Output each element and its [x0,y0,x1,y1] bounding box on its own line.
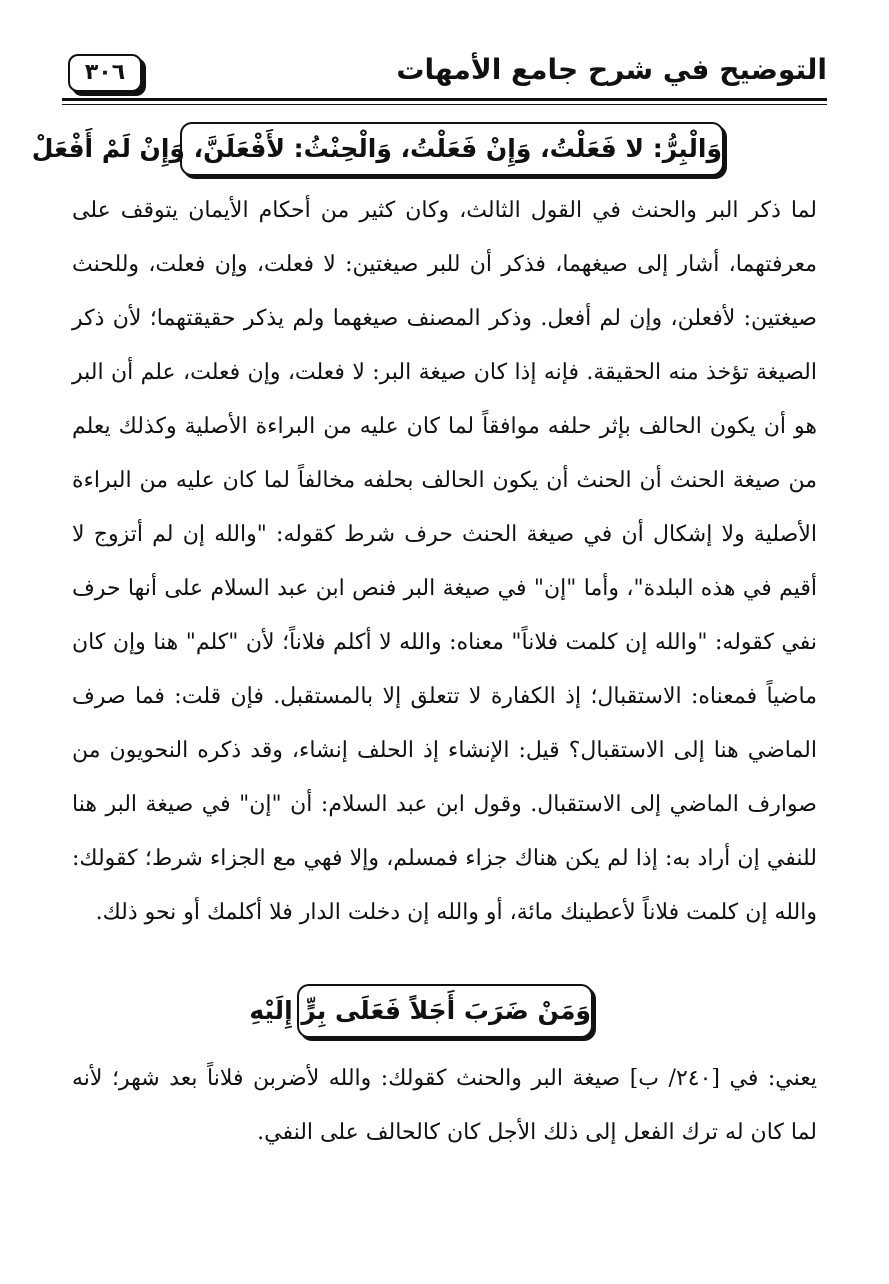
paragraph-text: لما ذكر البر والحنث في القول الثالث، وكان كثير من أحكام الأيمان يتوقف على معرفتهما، أشار إلى صيغهما، فذكر أن للبر صيغتين: لا فعلت، وإن فعلت، وللحنث صيغتين: لأفعلن، وإن لم أفعل. وذكر المصنف صيغهما ولم يذكر حقيقتهما؛ لأن ذكر الصيغة تؤخذ منه الحقيقة. فإنه إذا كان صيغة البر: لا فعلت، وإن فعلت، علم أن البر هو أن يكون الحالف بإثر حلفه موافقاً لما كان عليه من البراءة الأصلية وكذلك يعلم من صيغة الحنث أن الحنث أن يكون الحالف بحلفه مخالفاً لما كان عليه من البراءة الأصلية ولا إشكال أن في صيغة الحنث حرف شرط كقوله: "والله إن لم أتزوج لا أقيم في هذه البلدة"، وأما "إن" في صيغة البر فنص ابن عبد السلام على أنها حرف نفي كقوله: "والله إن كلمت فلاناً" معناه: والله لا أكلم فلاناً؛ لأن "كلم" هنا وإن كان ماضياً فمعناه: الاستقبال؛ إذ الكفارة لا تتعلق إلا بالمستقبل. فإن قلت: فما صرف الماضي هنا إلى الاستقبال؟ قيل: الإنشاء إذ الحلف إنشاء، وقد ذكره النحويون من صوارف الماضي إلى الاستقبال. وقول ابن عبد السلام: أن "إن" في صيغة البر هنا للنفي إن أراد به: إذا لم يكن هناك جزاء فمسلم، وإلا فهي مع الجزاء شرط؛ كقولك: والله إن كلمت فلاناً لأعطينك مائة، أو والله إن دخلت الدار فلا أكلمك أو نحو ذلك. [72,198,818,925]
commentary-paragraph-1 [72,184,817,940]
matn-box-ajal: وَمَنْ ضَرَبَ أَجَلاً فَعَلَى بِرٍّ إِلَيْهِ [297,984,593,1038]
header-rule [62,98,827,101]
page-header [62,38,827,104]
matn-box-bir-hinth: وَالْبِرُّ: لا فَعَلْتُ، وَإِنْ فَعَلْتُ، وَالْحِنْثُ: لأَفْعَلَنَّ، وَإِنْ لَمْ أَفْعَلْ [180,122,724,176]
commentary-paragraph-2 [72,1052,817,1160]
running-title: التوضيح في شرح جامع الأمهات [396,53,827,86]
header-rule-thin [62,104,827,105]
paragraph-text: يعني: في [٢٤٠/ ب] صيغة البر والحنث كقولك: والله لأضربن فلاناً بعد شهر؛ لأنه لما كان له ترك الفعل إلى ذلك الأجل كان كالحالف على النفي. [72,1066,818,1145]
page-number: ٣٠٦ [68,54,142,92]
